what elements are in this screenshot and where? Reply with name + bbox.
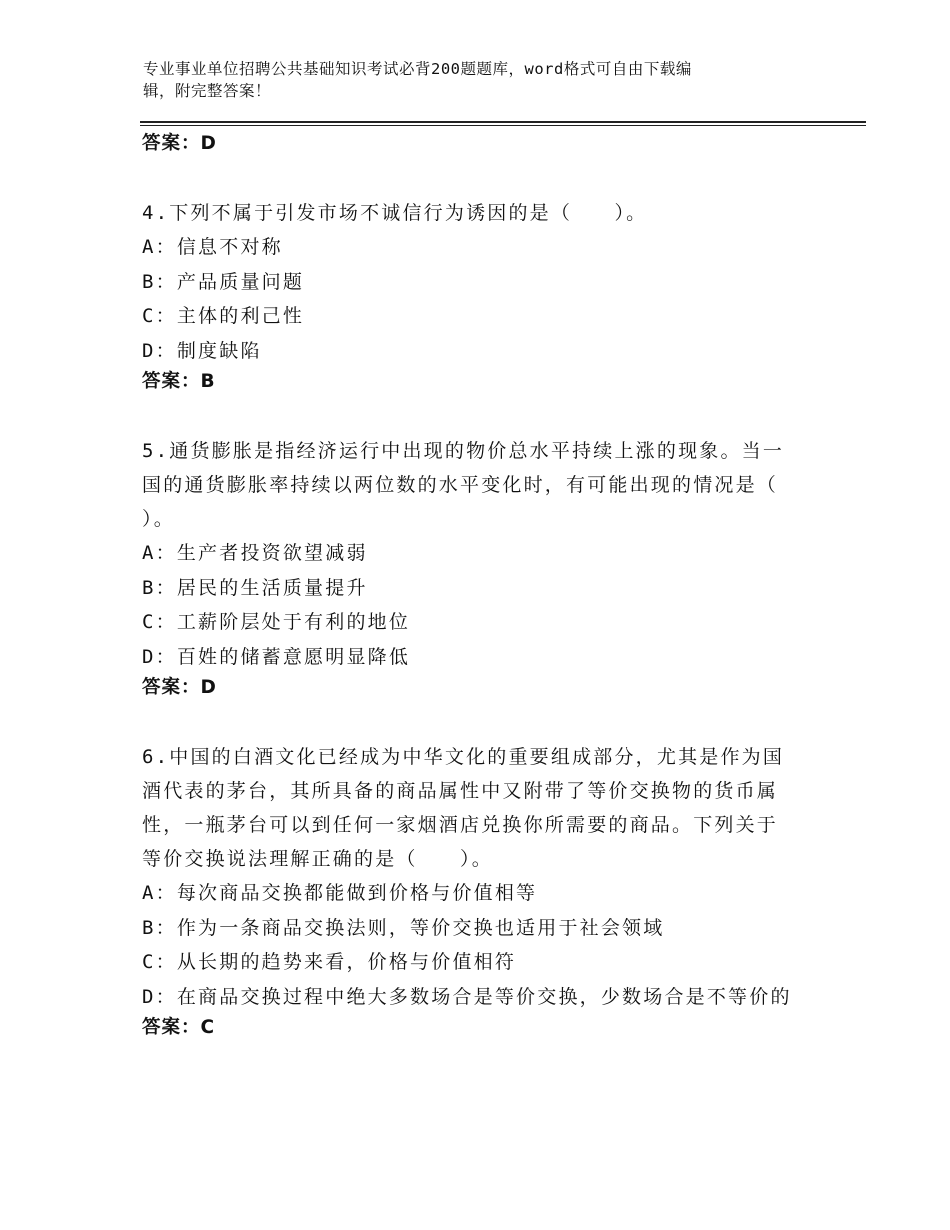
option-a: A：每次商品交换都能做到价格与价值相等: [142, 882, 538, 904]
header-rule-thick: [140, 121, 866, 123]
question-stem-line: 国的通货膨胀率持续以两位数的水平变化时，有可能出现的情况是（: [142, 474, 779, 496]
question-6: [142, 740, 842, 1042]
answer: 答案：D: [142, 677, 217, 698]
answer-previous: 答案：D: [142, 133, 217, 154]
question-4: [142, 196, 842, 396]
answer: 答案：B: [142, 371, 216, 392]
option-a: A：信息不对称: [142, 236, 283, 258]
question-stem-line: ）。: [142, 508, 175, 530]
question-content: [142, 130, 842, 1042]
option-c: C：主体的利己性: [142, 305, 305, 327]
header-line-1: 专业事业单位招聘公共基础知识考试必背200题题库，word格式可自由下载编: [143, 60, 692, 78]
option-c: C：工薪阶层处于有利的地位: [142, 611, 411, 633]
question-5: [142, 434, 842, 702]
option-c: C：从长期的趋势来看，价格与价值相符: [142, 951, 517, 973]
option-b: B：作为一条商品交换法则，等价交换也适用于社会领域: [142, 916, 665, 939]
question-stem-line: 6.中国的白酒文化已经成为中华文化的重要组成部分，尤其是作为国: [142, 746, 785, 768]
option-b: B：居民的生活质量提升: [142, 576, 368, 599]
option-d: D：制度缺陷: [142, 339, 262, 362]
question-stem-line: 酒代表的茅台，其所具备的商品属性中又附带了等价交换物的货币属: [142, 780, 779, 802]
page-header: [143, 58, 793, 102]
question-stem-line: 等价交换说法理解正确的是（ ）。: [142, 848, 493, 870]
header-line-2: 辑，附完整答案！: [143, 82, 272, 100]
option-d: D：在商品交换过程中绝大多数场合是等价交换，少数场合是不等价的: [142, 985, 792, 1008]
question-stem-line: 4.下列不属于引发市场不诚信行为诱因的是（ ）。: [142, 202, 648, 224]
option-d: D：百姓的储蓄意愿明显降低: [142, 645, 411, 668]
answer: 答案：C: [142, 1017, 216, 1038]
question-stem-line: 5.通货膨胀是指经济运行中出现的物价总水平持续上涨的现象。当一: [142, 440, 785, 462]
option-b: B：产品质量问题: [142, 270, 305, 293]
option-a: A：生产者投资欲望减弱: [142, 542, 368, 564]
question-stem-line: 性，一瓶茅台可以到任何一家烟酒店兑换你所需要的商品。下列关于: [142, 814, 779, 836]
header-rule-thin: [140, 125, 866, 126]
